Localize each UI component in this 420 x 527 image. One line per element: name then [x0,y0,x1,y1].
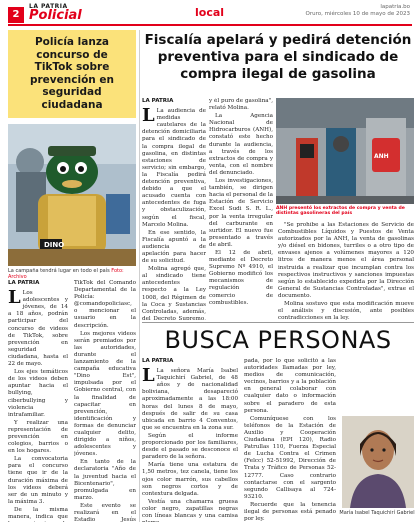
left-story-col2 [74,280,136,522]
gas-station-illustration [276,98,414,204]
main-story-col2 [209,98,273,320]
section-label: local [195,6,225,19]
header-rule [8,24,412,26]
missing-col2-p2: Comuníquese con los teléfonos de la Estación de Auxilio y Cooperación Ciudadana (EPI 120), Radio Patrullas 110, Fuerza Especial de Lucha Contra el Crimen (Felcc) 52-51992, Dirección de Trata y Tráfico de Personas 52-12777. Caso contrario contactarse con el sargento segundo Callisaya al 724-93210. [244,415,336,500]
left-photo-credit: Foto: Archivo [8,268,124,280]
left-col2-p3: En tanto de la declaratoria "Año de la juventud hacia el Bicentenario", promulgada en marzo. [74,459,136,501]
missing-person-photo [342,416,414,508]
page-header [0,0,420,24]
missing-col1-p4: Vestía una chamarra gruesa color negro, zapatillas negras con líneas blancas y una camisa [142,498,238,519]
missing-col2-p3: Recuerde que la tenencia ilegal de personas está penado por ley. [244,501,336,522]
left-col1-p1: L Los adolescentes y jóvenes, de 14 a 18 años, podrán participar del concurso de videos de TikTok, sobre prevención en seguridad ciudadana, hasta el 22 de mayo. [8,287,68,368]
svg-text:ANH: ANH [374,153,389,160]
page-number: 2 [8,7,24,23]
missing-story-col2 [244,358,336,522]
left-headline: Policía lanza concurso de TikTok sobre prevención en seguridad ciudadana [29,36,115,111]
main-col1-p3: Molina agregó que, al sindicado tiene antecedentes respecto a la Ley 1008, del Régimen de la Coca y Sustancias Controladas, además, del Decreto Supremo, [142,266,206,320]
newspaper-brand [29,3,82,22]
svg-text:DINO: DINO [44,241,65,249]
left-byline: LA PATRIA [8,280,40,286]
missing-col1-p2: Según el informe proporcionado por los familiares, desde el pasado se desconoce el paradero de la señora. [142,432,238,461]
main-col1-p1: L La audiencia de medidas cautelares de la detención domiciliaria para el sindicado de la compra ilegal de gasolina, en distintas estaciones de servicio; sin embargo, la Fiscalía pedirá detención preventiva, debido a que el acusado cuenta con antecedentes de fuga y obstaculización, según el fiscal, Marcelo Molina. [142,105,206,228]
left-photo-caption-line [8,268,136,280]
main-col3-p2: Molina sostuvo que esta modificación mueve el análisis y discusión, ante posibles contradicciones en la ley. [278,301,414,320]
missing-byline: LA PATRIA [142,358,174,364]
dino-mascot-photo [8,124,136,266]
header-meta [306,4,411,18]
main-col2-p1: y él puro de gasolina", relató Molina. [209,98,273,112]
left-story-col1 [8,280,68,522]
missing-rule [142,322,414,323]
left-col1-p4: La convocatoria para el concurso tiene que ir de la duración máxima de los videos deberá ser de un minuto y la máxima 3. [8,456,68,505]
left-col1-p2: Los ejes temáticos de los videos deben apuntar hacia el bullying, ciberbullying y violencia intrafamiliar. [8,369,68,418]
left-headline-box [8,30,136,118]
gas-station-photo [276,98,414,204]
mascot-illustration [8,124,136,266]
missing-person-caption: María Isabel Taquichirí Gabriel [339,510,415,516]
person-portrait [342,416,414,508]
left-col1-p3: Y realizar una representación de prevención en colegios, barrios o en los hogares. [8,419,68,455]
main-headline: Fiscalía apelará y pedirá detención preventiva para el sindicado de compra ilegal de gasolina [144,32,412,82]
main-byline: LA PATRIA [142,98,174,104]
left-col2-p2: Los mejores videos serán premiados por las autoridades, durante el lanzamiento de la campaña educativa "Dino Est", impulsada por el Gobierno central, con la finalidad de capacitar en prevención, identificación y formas de denunciar cualquier delito, dirigido a niños, adolescentes y jóvenes. [74,330,136,458]
brand-section: Policial [29,8,82,23]
missing-col1-p3: María tiene una estatura de 1,50 metros, tez canela, tiene los ojos color marrón, sus cabellos son negros cortos y de contextura delgada. [142,462,238,497]
missing-story-col1 [142,358,238,522]
left-col2-p4: Este evento se realizará en el Estadio Jesús [74,502,136,522]
missing-col2-p1: pada, por lo que solicitó a las autoridades llamadas por ley, medios de comunicación, vecinos, barrios y a la población en general colaborar con cualquier dato o información sobre el paradero de esta persona. [244,358,336,414]
missing-col1-p1: L La señora María Isabel Taquichirí Gabriel, de 48 años y de nacionalidad boliviana, desapareció aproximadamente a las 18:00 horas del lunes 8 de mayo, después de salir de su casa ubicada en barrio 4 Conventos, que se encuentra en la zona sur. [142,365,238,431]
main-story-col3 [278,222,414,320]
brand-name: LA PATRIA [29,3,68,10]
left-photo-caption: La campaña tendrá lugar en todo el país [8,268,110,274]
main-col2-p4: El 12 de abril, mediante el Decreto Supremo Nº 4910, el Gobierno modificó los mecanismos de regulación de comercio de combustibles. [209,249,273,306]
missing-headline: BUSCA PERSONAS [164,326,392,354]
issue-date: Oruro, miércoles 10 de mayo de 2023 [305,11,410,17]
left-col2-p1: TikTok del Comando Departamental de la Policía: @comandopoliciasc, o mencionar el usuario en la descripción. [74,280,136,329]
column-divider [139,30,140,522]
site-url: lapatria.bo [380,4,410,10]
main-story-col1 [142,98,206,320]
left-col1-p5: De la misma manera, indica que [8,506,68,520]
main-col2-p3: Los investigaciones, también, se dirigen hacia el personal de la Estación de Servicio Excel Sudi S. R. L., por la venta irregular del carburante en surtidor. El nuevo fue presentado a través de abril. [209,178,273,248]
main-col2-p2: La Agencia Nacional de Hidrocarburos (ANH), constató este hecho durante la audiencia, a través de los extractos de compra y venta, con el nombre del denunciado. [209,113,273,176]
main-col3-p1: "Se prohíbe a las Estaciones de Servicio de Combustibles Líquidos y Puestos de Venta autorizados por la ANH, la venta de gasolinas y/o diésel en bidones, turriles o a otro tipo de envases ajenos a volúmenes mayores a 120 litros de manera menos el área personal instruida a realizar que incumplan contra los respectivos instructivos y sanciones impuestas según lo establecido expedida por la Dirección General de Sustancias Controladas", extrae el documento. [278,222,414,299]
main-photo-caption: ANH presentó los extractos de compra y venta de distintas gasolineras del país [276,206,405,216]
main-col1-p2: En ese sentido, la Fiscalía apuntó a la audiencia de apelación para hacer de su solicitud. [142,229,206,265]
